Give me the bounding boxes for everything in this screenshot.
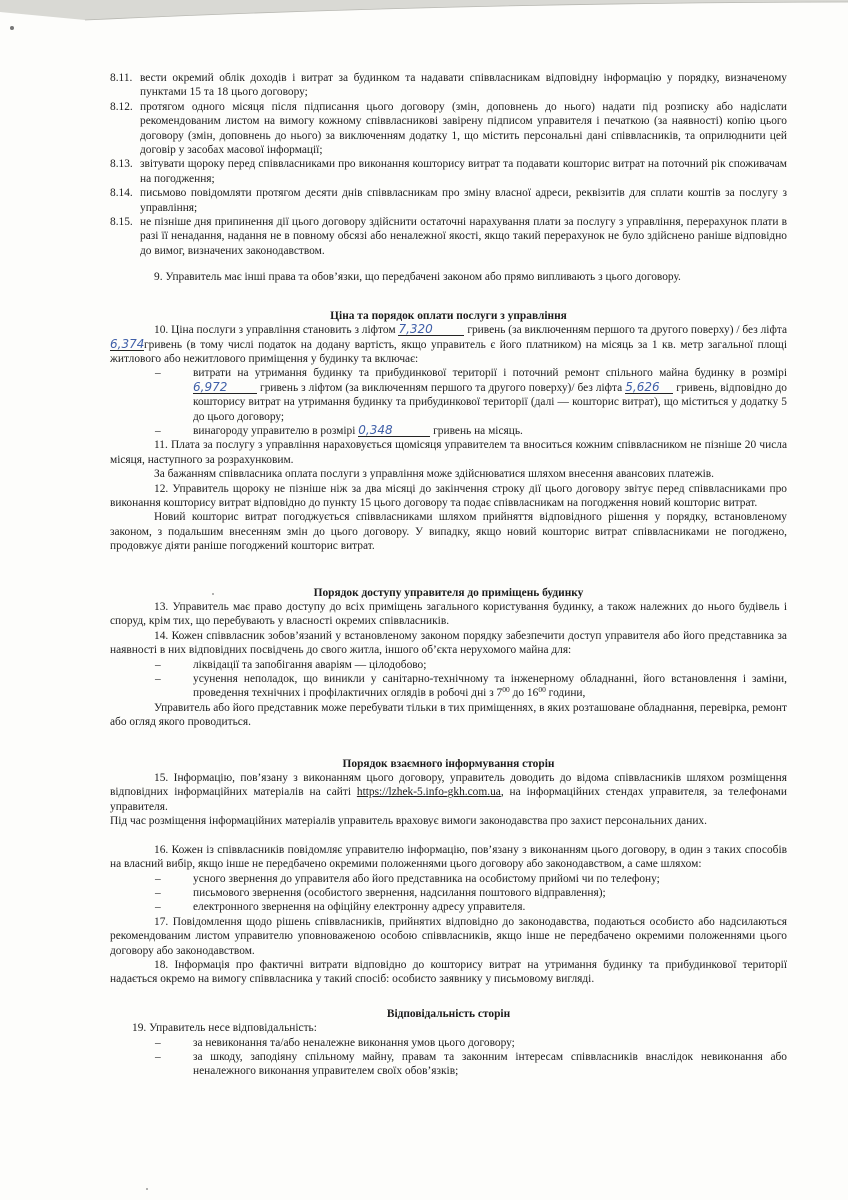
bullet-text-c: гривень, відповідно до кошторису витрат на утримання будинку та прибудинкової території (далі — кошторис витрат), що міститься у додатку 5 до цього договору;: [193, 381, 787, 423]
info-bullet-oral: [110, 872, 787, 886]
time-superscript: 00: [502, 685, 510, 695]
handwritten-price-without-lift: 6,374: [110, 336, 145, 351]
clause-8-12: [110, 100, 787, 158]
clause-10-text-b: гривень (за виключенням першого та другого поверху) / без ліфта: [467, 324, 788, 337]
bullet-text-a: витрати на утримання будинку та прибудинкової території і поточний ремонт спільного майна будинку в розмірі: [193, 367, 787, 380]
clause-10-text-c: гривень (в тому числі податок на додану вартість, якщо управитель є його платником) на місяць за 1 кв. метр загальної площі житлового або нежитлового приміщення у будинку та включає:: [110, 338, 787, 365]
handwritten-price-with-lift: 7,320: [398, 323, 464, 336]
scan-speck: [146, 1188, 148, 1190]
bullet-dash: –: [155, 901, 161, 914]
bullet-dash: –: [155, 424, 161, 437]
bullet-dash: –: [155, 673, 161, 686]
bullet-text: письмового звернення (особистого звернення, надсилання поштового відправлення);: [193, 886, 606, 899]
resp-bullet-damage: [110, 1050, 787, 1079]
clause-number: 8.14.: [110, 187, 133, 200]
clause-9: 9. Управитель має інші права та обов’язки, що передбачені законом або прямо випливають з цього договору.: [154, 271, 681, 284]
bullet-text: за невиконання та/або неналежне виконання умов цього договору;: [193, 1036, 515, 1049]
handwritten-reward: 0,348: [358, 424, 430, 437]
clause-8-13: [110, 157, 787, 186]
bullet-dash: –: [155, 1036, 161, 1049]
clause-text: вести окремий облік доходів і витрат за будинком та надавати співвласникам відповідну інформацію у порядку, визначеному пунктами 15 та 18 цього договору;: [140, 72, 787, 99]
clause-text: протягом одного місяця після підписання цього договору (змін, доповнень до нього) надати під розписку або надіслати рекомендованим листом на вимогу кожному співвласникові завірену підписом управителя і печаткою (за наявності) копію цього договору (змін, доповнень до нього) за виключенням додатку 1, що містить персональні дані співвласників, та оприлюднити цей договір у засобах масової інформації;: [140, 100, 787, 157]
scan-page-edge: [0, 0, 848, 30]
info-bullet-written: [110, 886, 787, 900]
bullet-text-a: винагороду управителю в розмірі: [193, 424, 356, 437]
clause-16: 16. Кожен із співвласників повідомляє управителю інформацію, пов’язану з виконанням цього договору, в один з таких способів на власний вибір, якщо інше не передбачено окремими положеннями цього договору або законодавством, а саме шляхом:: [110, 843, 787, 871]
clause-15-text-a: 15. Інформацію, пов’язану з виконанням цього договору, управитель доводить до відома співвласників шляхом розміщення відповідних інформаційних матеріалів на сайті: [110, 772, 787, 799]
bullet-text-a: усунення неполадок, що виникли у санітарно-технічному та інженерному обладнанні, його встановлення і заміни, проведення технічних і профілактичних оглядів в робочі дні з 7: [193, 673, 787, 700]
bullet-text: електронного звернення на офіційну електронну адресу управителя.: [193, 901, 526, 914]
bullet-dash: –: [155, 1050, 161, 1063]
clause-15: [110, 771, 787, 814]
price-bullet-maintenance: [110, 366, 787, 424]
bullet-text: усного звернення до управителя або його представника на особистому прийомі чи по телефону;: [193, 872, 660, 885]
clause-18: 18. Інформація про фактичні витрати відповідно до кошторису витрат на утримання будинку та прибудинкової території надається окремо на вимогу співвласника у такий спосіб: особисто заявнику у письмовому вигляді.: [110, 958, 787, 986]
website-link[interactable]: https://lzhek-5.info-gkh.com.ua: [356, 786, 501, 799]
clause-14-premises: Управитель або його представник може перебувати тільки в тих приміщеннях, в яких розташоване обладнання, перевірка, ремонт або огляд якого проводиться.: [110, 701, 787, 729]
clause-8-11: [110, 71, 787, 100]
handwritten-maintenance-with-lift: 6,972: [193, 381, 257, 394]
bullet-dash: –: [155, 872, 161, 885]
section-heading-responsibility: Відповідальність сторін: [386, 1007, 511, 1020]
bullet-dash: –: [155, 367, 161, 380]
clause-13: 13. Управитель має право доступу до всіх приміщень загального користування будинку, а також належних до нього будівель і споруд, крім тих, що перебувають у власності окремих співвласників.: [110, 601, 787, 628]
access-bullet-accidents: [110, 658, 787, 672]
clause-number: 8.12.: [110, 100, 133, 113]
clause-11-advance: За бажанням співвласника оплата послуги з управління може здійснюватися шляхом внесення авансових платежів.: [154, 468, 715, 481]
clause-17: 17. Повідомлення щодо рішень співвласників, прийнятих відповідно до законодавства, подаються особисто або надсилаються рекомендованим листом управителю уповноваженою особою співвласників, якщо інше не передбачено окремими положеннями цього договору або законодавством.: [110, 915, 787, 957]
clause-15-privacy: Під час розміщення інформаційних матеріалів управитель враховує вимоги законодавства про захист персональних даних.: [110, 815, 707, 828]
bullet-text: за шкоду, заподіяну спільному майну, правам та законним інтересам співвласників внаслідок невиконання або неналежного виконання управителем своїх обов’язків;: [193, 1050, 787, 1078]
clause-14: 14. Кожен співвласник зобов’язаний у встановленому законом порядку забезпечити доступ управителя або його представника за наявності в них відповідних посвідчень до свого житла, іншого об’єкта нерухомого майна для:: [110, 629, 787, 657]
clause-10: [110, 323, 787, 366]
access-bullet-repairs: [110, 672, 787, 701]
clause-11: 11. Плата за послугу з управління нараховується щомісяця управителем та вноситься кожним співвласником не пізніше 20 числа місяця, наступного за розрахунковим.: [110, 439, 787, 466]
clause-15-text-b: , на інформаційних стендах управителя, за телефонами управителя.: [110, 786, 787, 813]
bullet-text-c: години,: [545, 687, 586, 700]
section-heading-price: Ціна та порядок оплати послуги з управління: [330, 309, 567, 322]
clause-text: звітувати щороку перед співвласниками про виконання кошторису витрат та подавати кошторис витрат на поточний рік споживачам на погодження;: [140, 158, 787, 185]
clause-12-new-estimate: Новий кошторис витрат погоджується співвласниками шляхом прийняття відповідного рішення у порядку, встановленому законом, з подальшим внесенням змін до цього договору. У випадку, якщо новий кошторис витрат співвласниками не погоджено, продовжує діяти раніше погоджений кошторис витрат.: [110, 511, 787, 553]
clause-number: 8.11.: [110, 72, 133, 84]
clause-8-14: [110, 186, 787, 215]
document-body: [110, 71, 787, 1079]
section-heading-access: Порядок доступу управителя до приміщень будинку: [313, 586, 584, 599]
bullet-text-b: до 16: [509, 687, 539, 700]
time-superscript: 00: [538, 685, 546, 695]
bullet-dash: –: [155, 886, 161, 899]
clause-12: 12. Управитель щороку не пізніше ніж за два місяці до закінчення строку дії цього договору звітує перед співвласниками про виконання кошторису витрат відповідно до пункту 15 цього договору та подає співвласникам на погодження новий кошторис витрат.: [110, 482, 787, 509]
clause-19: 19. Управитель несе відповідальність:: [132, 1022, 317, 1035]
resp-bullet-nonperformance: [110, 1036, 787, 1050]
clause-10-text-a: 10. Ціна послуги з управління становить з ліфтом: [154, 324, 396, 337]
clause-number: 8.15.: [110, 216, 133, 229]
price-bullet-reward: [110, 424, 787, 438]
clause-number: 8.13.: [110, 158, 133, 171]
info-bullet-electronic: [110, 900, 787, 914]
clause-text: письмово повідомляти протягом десяти днів співвласникам про зміну власної адреси, реквізитів для сплати коштів за послугу з управління;: [140, 187, 787, 214]
punch-hole-mark: [10, 26, 14, 30]
clause-text: не пізніше дня припинення дії цього договору здійснити остаточні нарахування плати за послугу з управління, перерахунок плати в разі її ненадання, надання не в повному обсязі або неналежної якості, якщо такий перерахунок не було здійснено раніше відповідно до вимог, визначених законодавством.: [140, 216, 787, 257]
handwritten-maintenance-without-lift: 5,626: [625, 381, 673, 394]
bullet-dash: –: [155, 658, 161, 671]
section-heading-information: Порядок взаємного інформування сторін: [342, 757, 555, 770]
clause-8-15: [110, 215, 787, 258]
bullet-text-b: гривень з ліфтом (за виключенням першого та другого поверху)/ без ліфта: [260, 381, 623, 394]
bullet-text: ліквідації та запобігання аваріям — цілодобово;: [193, 658, 427, 671]
bullet-text-b: гривень на місяць.: [433, 424, 523, 437]
